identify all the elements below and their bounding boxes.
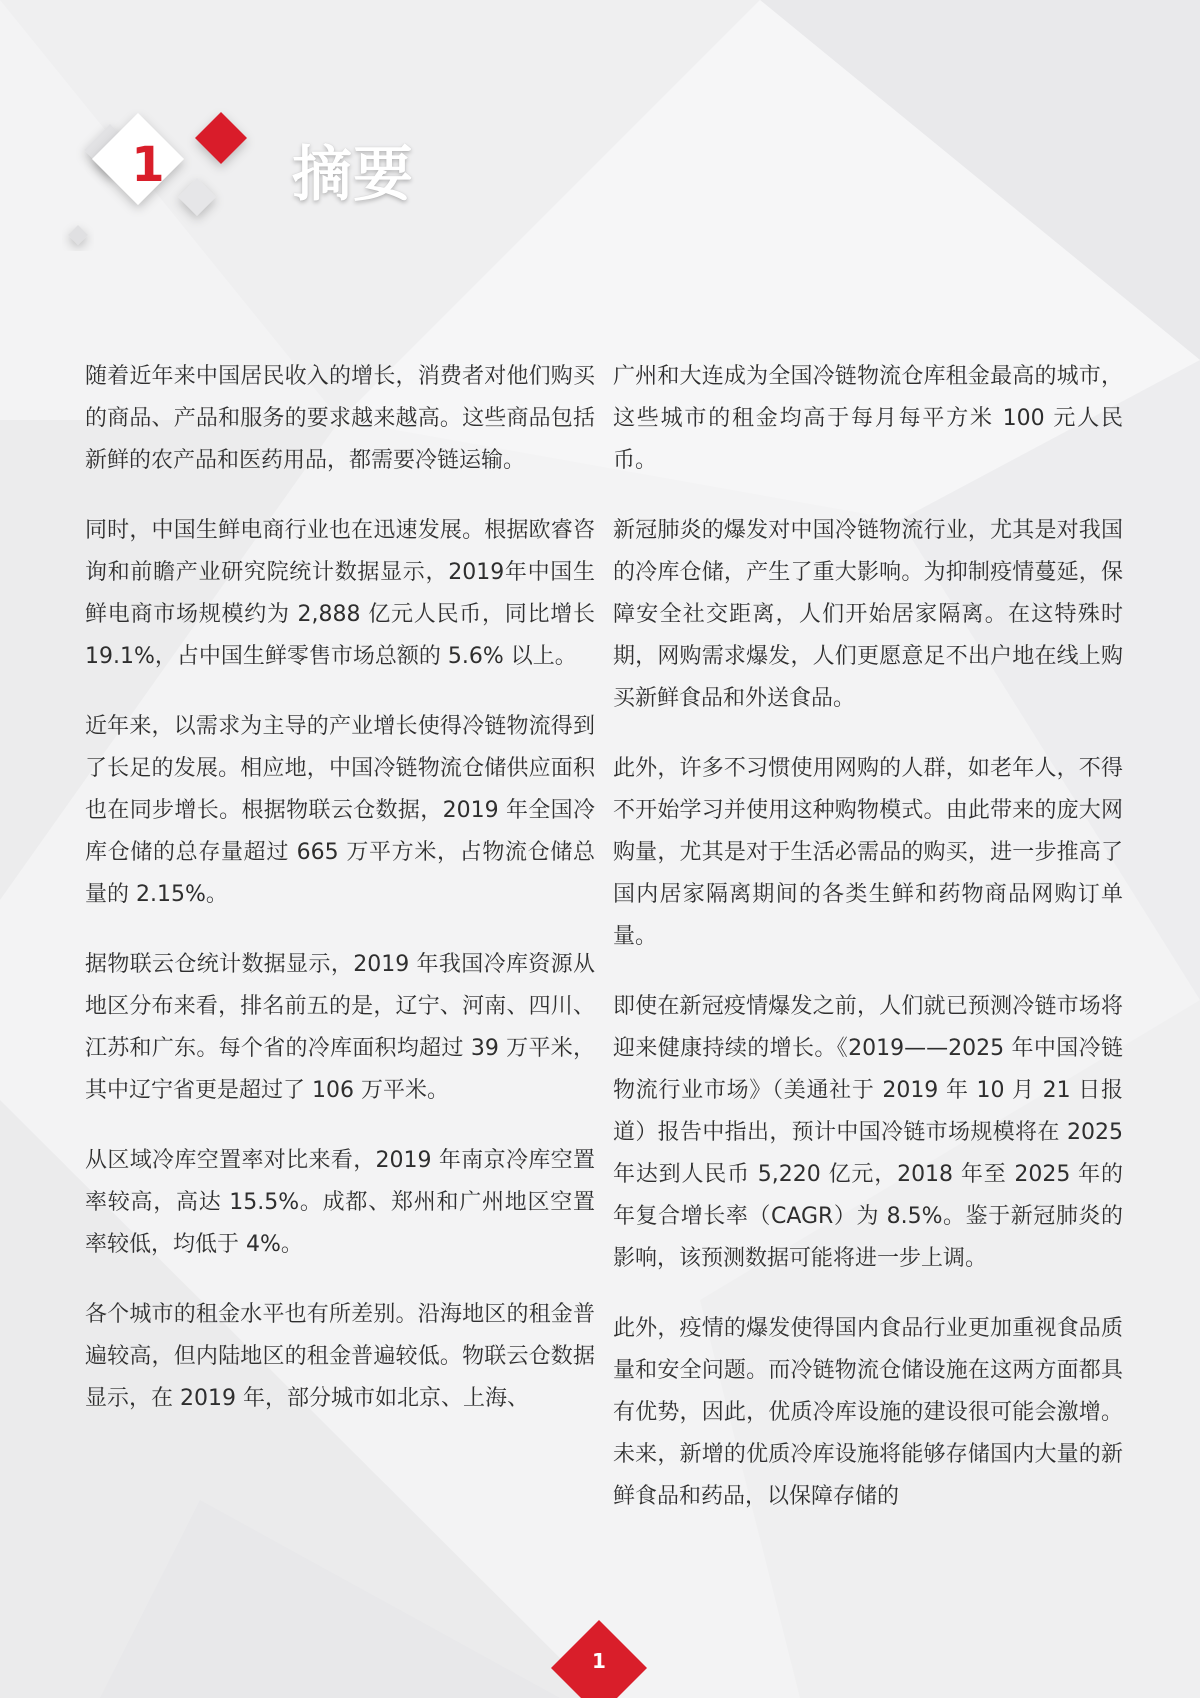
left-column (85, 356, 595, 1448)
paragraph: 此外，疫情的爆发使得国内食品行业更加重视食品质量和安全问题。而冷链物流仓储设施在这两方面都具有优势，因此，优质冷库设施的建设很可能会激增。未来，新增的优质冷库设施将能够存储国内大量的新鲜食品和药品，以保障存储的 (613, 1316, 1123, 1509)
paragraph: 随着近年来中国居民收入的增长，消费者对他们购买的商品、产品和服务的要求越来越高。这些商品包括新鲜的农产品和医药用品，都需要冷链运输。 (85, 364, 595, 473)
paragraph: 广州和大连成为全国冷链物流仓库租金最高的城市，这些城市的租金均高于每月每平方米 100 元人民币。 (613, 364, 1123, 473)
section-badge (50, 95, 290, 265)
section-number: 1 (131, 137, 165, 193)
paragraph: 即使在新冠疫情爆发之前，人们就已预测冷链市场将迎来健康持续的增长。《2019——2025 年中国冷链物流行业市场》（美通社于 2019 年 10 月 21 日报道）报告中指出，预计中国冷链市场规模将在 2025 年达到人民币 5,220 亿元，2018 年至 2025 年的年复合增长率（CAGR）为 8.5%。鉴于新冠肺炎的影响，该预测数据可能将进一步上调。 (613, 994, 1123, 1271)
paragraph: 新冠肺炎的爆发对中国冷链物流行业，尤其是对我国的冷库仓储，产生了重大影响。为抑制疫情蔓延，保障安全社交距离，人们开始居家隔离。在这特殊时期，网购需求爆发，人们更愿意足不出户地在线上购买新鲜食品和外送食品。 (613, 518, 1123, 711)
paragraph: 同时，中国生鲜电商行业也在迅速发展。根据欧睿咨询和前瞻产业研究院统计数据显示，2019年中国生鲜电商市场规模约为 2,888 亿元人民币，同比增长 19.1%，占中国生鲜零售市场总额的 5.6% 以上。 (85, 518, 595, 669)
paragraph: 各个城市的租金水平也有所差别。沿海地区的租金普遍较高，但内陆地区的租金普遍较低。物联云仓数据显示，在 2019 年，部分城市如北京、上海、 (85, 1302, 595, 1411)
right-column (613, 356, 1123, 1546)
paragraph: 近年来，以需求为主导的产业增长使得冷链物流得到了长足的发展。相应地，中国冷链物流仓储供应面积也在同步增长。根据物联云仓数据，2019 年全国冷库仓储的总存量超过 665 万平方米，占物流仓储总量的 2.15%。 (85, 714, 595, 907)
paragraph: 从区域冷库空置率对比来看，2019 年南京冷库空置率较高，高达 15.5%。成都、郑州和广州地区空置率较低，均低于 4%。 (85, 1148, 595, 1257)
page-number: 1 (592, 1649, 606, 1673)
paragraph: 此外，许多不习惯使用网购的人群，如老年人，不得不开始学习并使用这种购物模式。由此带来的庞大网购量，尤其是对于生活必需品的购买，进一步推高了国内居家隔离期间的各类生鲜和药物商品网购订单量。 (613, 756, 1123, 949)
section-title: 摘要 (292, 140, 414, 210)
paragraph: 据物联云仓统计数据显示，2019 年我国冷库资源从地区分布来看，排名前五的是，辽宁、河南、四川、江苏和广东。每个省的冷库面积均超过 39 万平米，其中辽宁省更是超过了 106 万平米。 (85, 952, 595, 1103)
